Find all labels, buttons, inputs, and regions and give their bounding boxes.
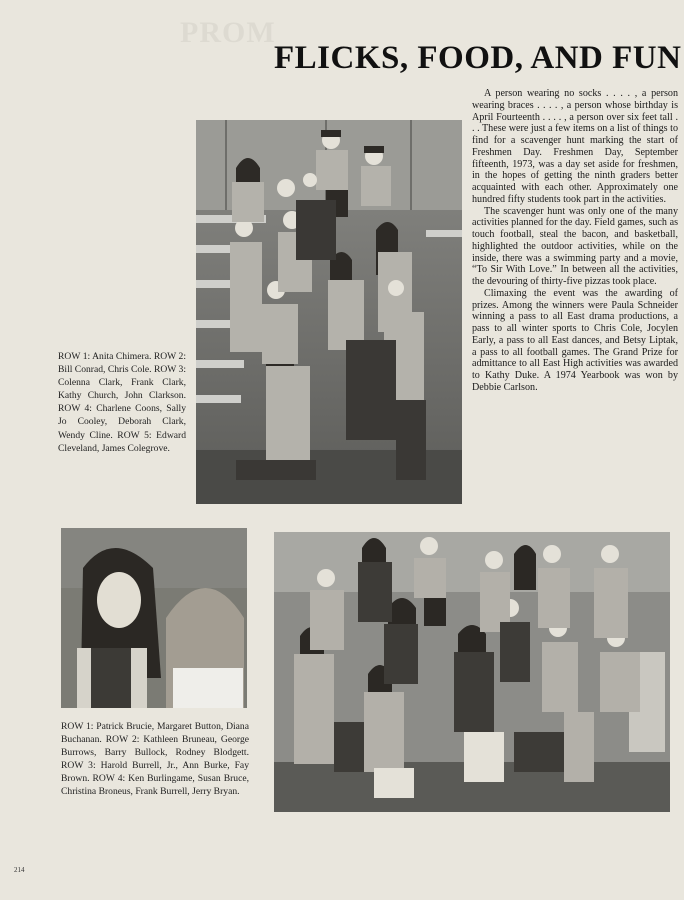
page-title: FLICKS, FOOD, AND FUN [274,40,682,76]
ghost-show-through-text: PROM [180,16,276,49]
group-photo-top [196,120,462,504]
top-photo-caption: ROW 1: Anita Chimera. ROW 2: Bill Conrad, Chris Cole. ROW 3: Colenna Clark, Frank Clark, Kathy Church, John Clarkson. ROW 4: Charlene Coons, Sally Jo Cooley, Deborah Clark, Wendy Cline. ROW 5: Edward Cleveland, James Colegrove. [58,351,187,454]
article-body [472,88,678,394]
article-paragraph: Climaxing the event was the awarding of prizes. Among the winners were Paula Schneider winning a pass to all East drama productions, a pass to all winter sports to Chris Cole, Jocylen Early, a pass to all East dances, and Betsy Liptak, a pass to all football games. The Grand Prize for admittance to all East High activities was awarded to Kathy Duke. A 1974 Yearbook was won by Debbie Carlson. [472,287,678,393]
page-number: 214 [14,866,25,874]
article-paragraph: A person wearing no socks . . . . , a person wearing braces . . . . , a person whose birthday is April Fourteenth . . . . , a person over six feet tall . . . These were just a few items on a list of things to find for a scavenger hunt marking the start of Freshmen Day. Freshmen Day, September fifteenth, 1973, was a day set aside for freshmen, in the hopes of getting the ninth graders better acquainted with each other. Approximately one hundred fifty students took part in the activities. [472,88,678,205]
candid-photo [61,528,247,708]
group-photo-bottom [274,532,670,812]
article-paragraph: The scavenger hunt was only one of the many activities planned for the day. Field games, such as touch football, steal the bacon, and basketball, highlighted the outdoor activities, while on the inside, there was a swimming party and a movie, “To Sir With Love.” In between all the activities, the devouring of thirty-five pizzas took place. [472,205,678,287]
bottom-photo-caption: ROW 1: Patrick Brucie, Margaret Button, Diana Buchanan. ROW 2: Kathleen Bruneau, George Burrows, Barry Bullock, Rodney Blodgett. ROW 3: Harold Burrell, Jr., Ann Burke, Fay Brown. ROW 4: Ken Burlingame, Susan Bruce, Christina Broneus, Frank Burrell, Jerry Bryan. [61,721,249,798]
